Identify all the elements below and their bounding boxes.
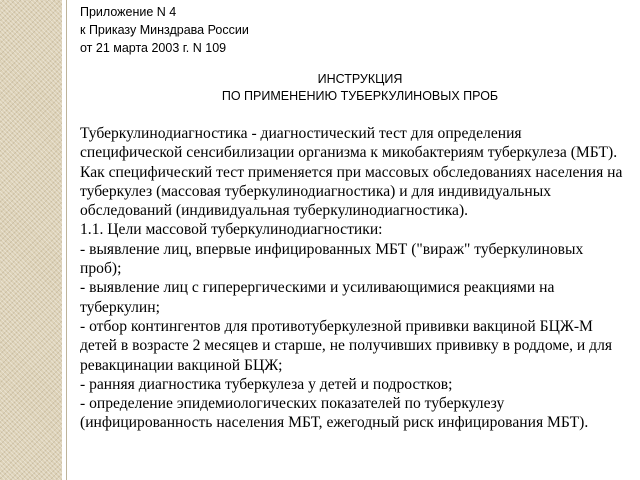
list-item: - выявление лиц, впервые инфицированных МБТ ("вираж" туберкулиновых — [80, 240, 584, 258]
appendix-header — [80, 3, 249, 57]
appendix-number: Приложение N 4 — [80, 5, 177, 19]
order-date: от 21 марта 2003 г. N 109 — [80, 41, 227, 55]
document-title — [90, 71, 630, 105]
list-item-continuation: (инфицированность населения МБТ, ежегодный риск инфицирования МБТ). — [80, 414, 589, 432]
section-heading: 1.1. Цели массовой туберкулинодиагностики: — [80, 221, 383, 239]
list-item-continuation: туберкулин; — [80, 298, 160, 316]
body-line: туберкулез (массовая туберкулинодиагностика) и для индивидуальных — [80, 182, 552, 200]
body-line: обследований (индивидуальная туберкулинодиагностика). — [80, 202, 469, 220]
list-item-continuation: ревакцинации вакциной БЦЖ; — [80, 356, 283, 374]
body-line: Как специфический тест применяется при массовых обследованиях населения на — [80, 163, 623, 181]
divider-line — [66, 0, 67, 480]
list-item-continuation: проб); — [80, 260, 122, 278]
document-body — [80, 124, 636, 433]
list-item: - ранняя диагностика туберкулеза у детей и подростков; — [80, 375, 453, 393]
title-line-1: ИНСТРУКЦИЯ — [317, 72, 403, 86]
decorative-side-band — [0, 0, 62, 480]
body-line: специфической сенсибилизации организма к микобактериям туберкулеза (МБТ). — [80, 144, 618, 162]
list-item: - отбор контингентов для противотуберкулезной прививки вакциной БЦЖ-М — [80, 317, 593, 335]
title-line-2: ПО ПРИМЕНЕНИЮ ТУБЕРКУЛИНОВЫХ ПРОБ — [221, 89, 499, 103]
list-item: - выявление лиц с гиперергическими и усиливающимися реакциями на — [80, 279, 555, 297]
order-reference: к Приказу Минздрава России — [80, 23, 249, 37]
list-item-continuation: детей в возрасте 2 месяцев и старше, не получивших прививку в роддоме, и для — [80, 337, 613, 355]
list-item: - определение эпидемиологических показателей по туберкулезу — [80, 395, 505, 413]
body-line: Туберкулинодиагностика - диагностический тест для определения — [80, 125, 522, 142]
